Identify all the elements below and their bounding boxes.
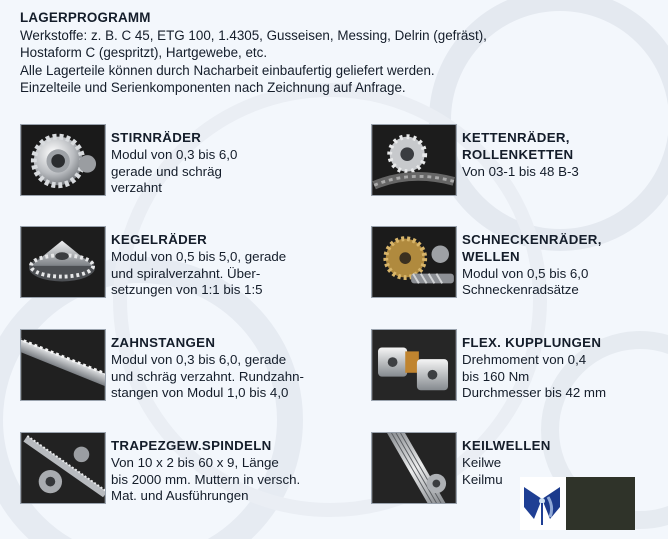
materials-line-2: Hostaform C (gespritzt), Hartgewebe, etc. (20, 45, 268, 60)
sprocket-chain-icon[interactable] (371, 124, 457, 196)
product-desc-line: stangen von Modul 1,0 bis 4,0 (111, 385, 289, 401)
product-desc-line: Drehmoment von 0,4 (462, 351, 587, 367)
product-desc-line: bis 2000 mm. Muttern in versch. (111, 471, 301, 487)
custom-parts-note: Einzelteile und Serienkomponenten nach Zeichnung auf Anfrage. (20, 80, 406, 95)
product-desc-line: Mat. und Ausführungen (111, 488, 249, 504)
flex-coupling-icon[interactable] (371, 329, 457, 401)
product-desc-line: Durchmesser bis 42 mm (462, 385, 607, 401)
finishing-note: Alle Lagerteile können durch Nacharbeit einbaufertig geliefert werden. (20, 62, 435, 78)
product-desc-line: und spiralverzahnt. Über- (111, 265, 261, 281)
page-title: LAGERPROGRAMM (20, 10, 151, 25)
gear-rack-icon[interactable] (20, 329, 106, 401)
flag-logo-icon (520, 477, 566, 530)
product-desc-line: bis 160 Nm (462, 368, 530, 384)
product-desc-line: und schräg verzahnt. Rundzahn- (111, 368, 304, 384)
product-title[interactable]: KEGELRÄDER (111, 232, 208, 247)
product-title[interactable]: FLEX. KUPPLUNGEN (462, 335, 602, 350)
product-title[interactable]: ZAHNSTANGEN (111, 335, 216, 350)
worm-gear-icon[interactable] (371, 226, 457, 298)
product-desc-line: setzungen von 1:1 bis 1:5 (111, 282, 263, 298)
product-desc-line: Modul von 0,5 bis 5,0, gerade (111, 248, 287, 264)
product-title[interactable]: KEILWELLEN (462, 438, 551, 453)
product-desc-line: Von 03-1 bis 48 B-3 (462, 163, 579, 179)
product-title[interactable]: KETTENRÄDER, (462, 130, 570, 145)
product-desc-line: Modul von 0,3 bis 6,0 (111, 146, 238, 162)
product-title[interactable]: TRAPEZGEW.SPINDELN (111, 438, 272, 453)
product-desc-line: Modul von 0,5 bis 6,0 (462, 265, 589, 281)
product-desc-line: Modul von 0,3 bis 6,0, gerade (111, 351, 287, 367)
product-desc-line: Von 10 x 2 bis 60 x 9, Länge (111, 454, 279, 470)
spline-shaft-icon[interactable] (371, 432, 457, 504)
overlay-banner[interactable] (520, 477, 635, 530)
bevel-gear-icon[interactable] (20, 226, 106, 298)
product-desc-line: Keilwe (462, 454, 502, 470)
product-title[interactable]: STIRNRÄDER (111, 130, 202, 145)
product-desc-line: Keilmu (462, 471, 503, 487)
materials-line-1: Werkstoffe: z. B. C 45, ETG 100, 1.4305, Gusseisen, Messing, Delrin (gefräst), (20, 27, 487, 43)
spur-gear-icon[interactable] (20, 124, 106, 196)
intro-text (20, 9, 487, 97)
product-desc-line: Schneckenradsätze (462, 282, 579, 298)
trapezoidal-spindle-icon[interactable] (20, 432, 106, 504)
product-title[interactable]: ROLLENKETTEN (462, 146, 574, 162)
product-desc-line: gerade und schräg (111, 163, 222, 179)
product-title[interactable]: WELLEN (462, 248, 520, 264)
product-desc-line: verzahnt (111, 180, 162, 196)
product-title[interactable]: SCHNECKENRÄDER, (462, 232, 602, 247)
